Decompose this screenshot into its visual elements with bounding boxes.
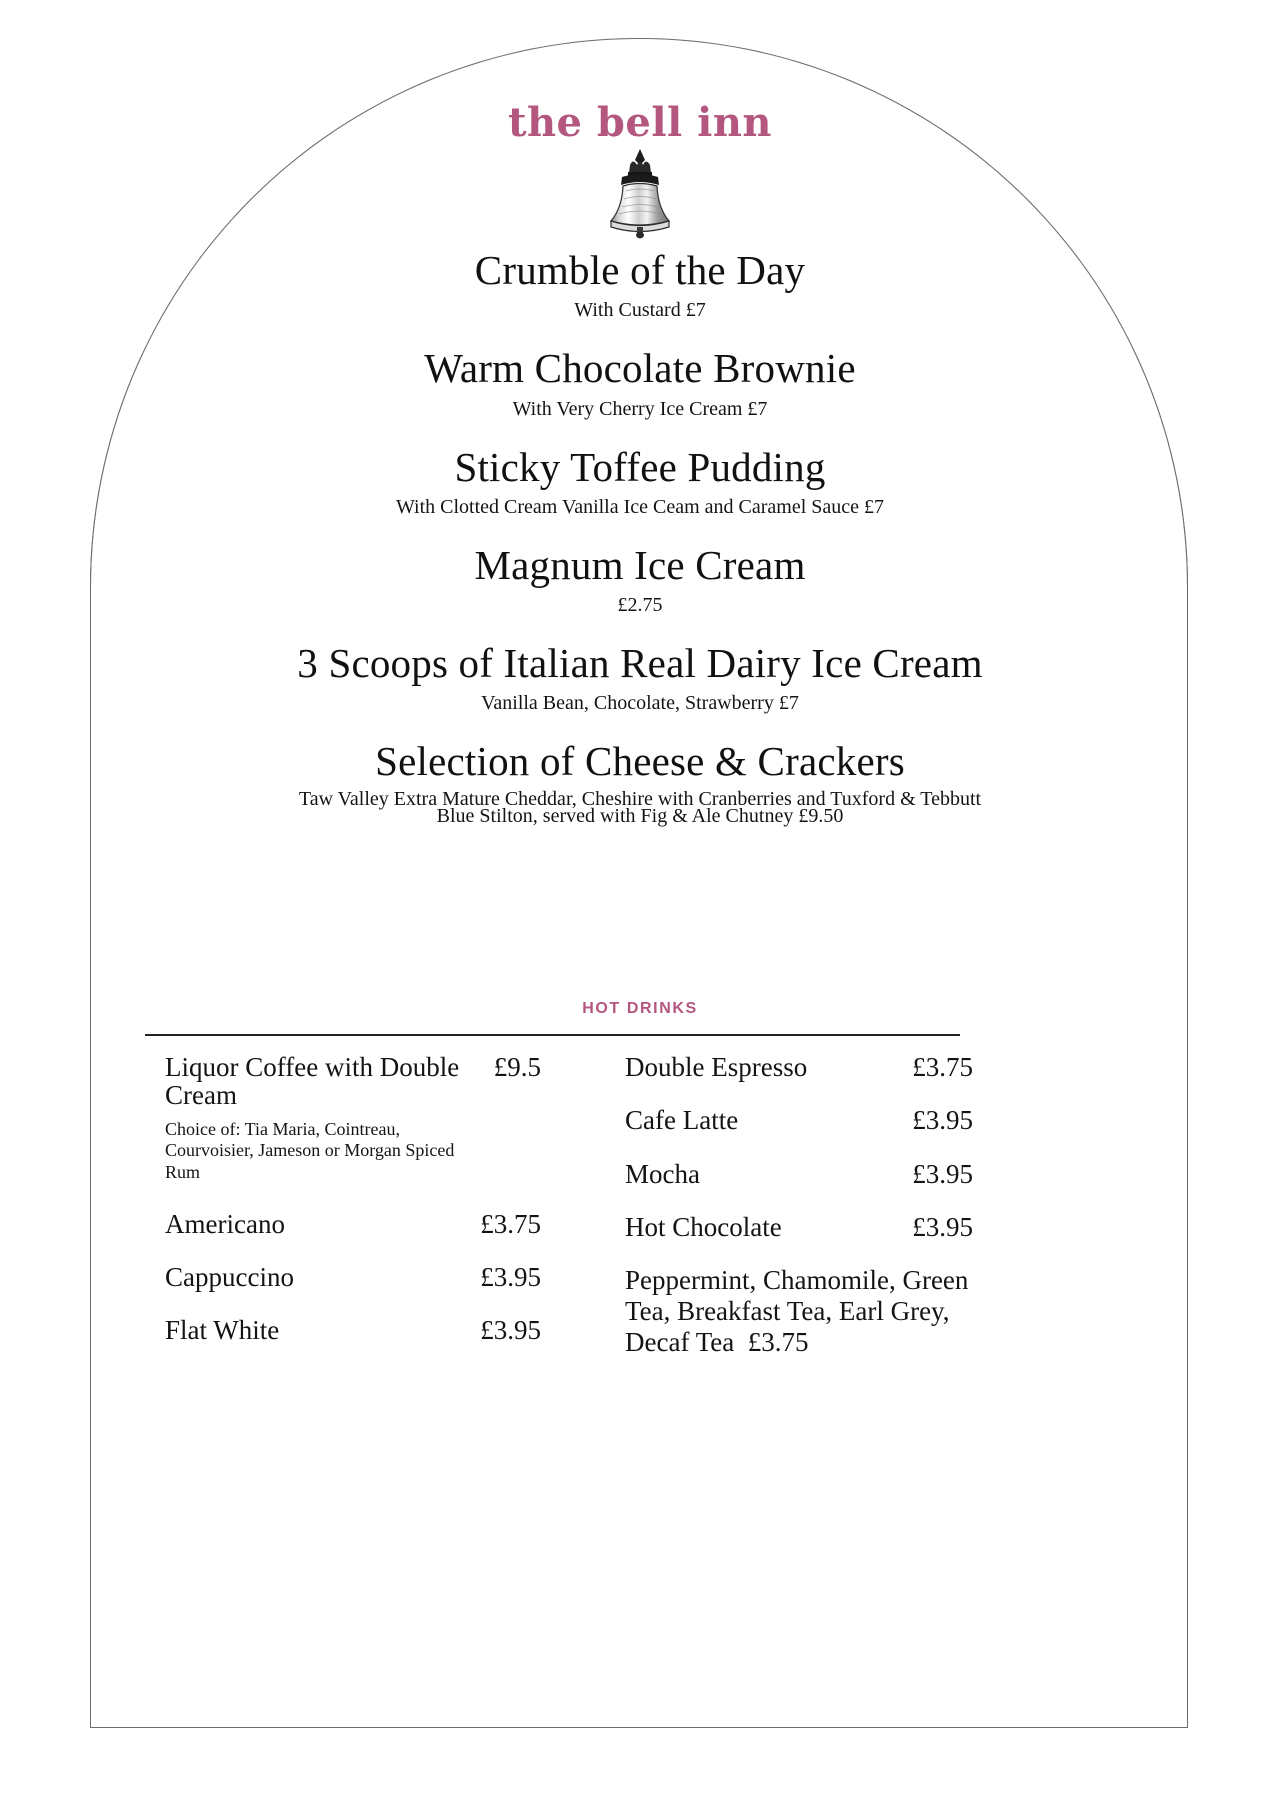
drink-price: £3.75 xyxy=(480,1208,541,1239)
hot-drinks-columns xyxy=(145,1052,973,1369)
dessert-description: Taw Valley Extra Mature Cheddar, Cheshire with Cranberries and Tuxford & Tebbutt Blue Stilton, served with Fig & Ale Chutney £9.50 xyxy=(298,787,982,828)
dessert-item-magnum-ice-cream xyxy=(0,543,1280,617)
drink-label: Mocha xyxy=(625,1158,700,1189)
dessert-name: 3 Scoops of Italian Real Dairy Ice Cream xyxy=(297,640,983,687)
dessert-item-sticky-toffee-pudding xyxy=(0,445,1280,519)
section-divider xyxy=(145,1034,960,1036)
drink-label: Americano xyxy=(165,1208,285,1239)
drink-label: Flat White xyxy=(165,1315,280,1346)
dessert-description: With Clotted Cream Vanilla Ice Ceam and Caramel Sauce £7 xyxy=(395,495,885,518)
drink-row-cafe-latte xyxy=(625,1105,973,1136)
hot-drinks-right-column xyxy=(559,1052,973,1369)
drink-price: £3.95 xyxy=(912,1105,973,1136)
drink-price: £9.5 xyxy=(493,1052,541,1082)
dessert-name: Warm Chocolate Brownie xyxy=(424,345,856,392)
drink-row-flat-white xyxy=(165,1315,541,1346)
dessert-name: Sticky Toffee Pudding xyxy=(454,443,826,490)
dessert-item-three-scoops xyxy=(0,641,1280,715)
drink-price: £3.95 xyxy=(480,1315,541,1346)
brand-header xyxy=(0,99,1280,239)
dessert-description: £2.75 xyxy=(617,594,663,617)
drink-price: £3.95 xyxy=(912,1158,973,1189)
brand-name: the bell inn xyxy=(507,99,773,146)
bell-icon xyxy=(0,147,1280,239)
drink-row-mocha xyxy=(625,1159,973,1190)
dessert-list xyxy=(0,248,1280,826)
drink-label: Hot Chocolate xyxy=(625,1211,782,1242)
dessert-name: Selection of Cheese & Crackers xyxy=(375,738,905,785)
drink-row-americano xyxy=(165,1209,541,1240)
dessert-description: With Very Cherry Ice Cream £7 xyxy=(512,397,768,420)
drink-label: Double Espresso xyxy=(625,1052,808,1082)
dessert-description: Vanilla Bean, Chocolate, Strawberry £7 xyxy=(481,692,799,715)
dessert-item-crumble xyxy=(0,248,1280,322)
drink-row-double-espresso xyxy=(625,1052,973,1083)
drink-row-teas xyxy=(625,1265,973,1357)
drink-row-hot-chocolate xyxy=(625,1212,973,1243)
drink-label: Cappuccino xyxy=(165,1262,294,1293)
drink-row-liquor-coffee xyxy=(165,1052,541,1109)
hot-drinks-left-column xyxy=(145,1052,559,1369)
drink-price: £3.75 xyxy=(747,1326,809,1357)
dessert-name: Crumble of the Day xyxy=(474,247,806,293)
drink-price: £3.75 xyxy=(912,1052,973,1082)
hot-drinks-heading: HOT DRINKS xyxy=(582,1000,698,1017)
liquor-coffee-note: Choice of: Tia Maria, Cointreau, Courvoisier, Jameson or Morgan Spiced Rum xyxy=(165,1119,455,1182)
dessert-item-brownie xyxy=(0,346,1280,420)
dessert-name: Magnum Ice Cream xyxy=(474,541,806,588)
drink-row-cappuccino xyxy=(165,1262,541,1293)
drink-price: £3.95 xyxy=(480,1262,541,1293)
drink-label: Peppermint, Chamomile, Green Tea, Breakfast Tea, Earl Grey, Decaf Tea xyxy=(625,1265,969,1357)
drink-label: Cafe Latte xyxy=(625,1105,739,1136)
drink-price: £3.95 xyxy=(912,1211,973,1242)
dessert-item-cheese-and-crackers xyxy=(0,738,1280,828)
drink-label: Liquor Coffee with Double Cream xyxy=(165,1052,460,1110)
dessert-description: With Custard £7 xyxy=(574,299,706,322)
